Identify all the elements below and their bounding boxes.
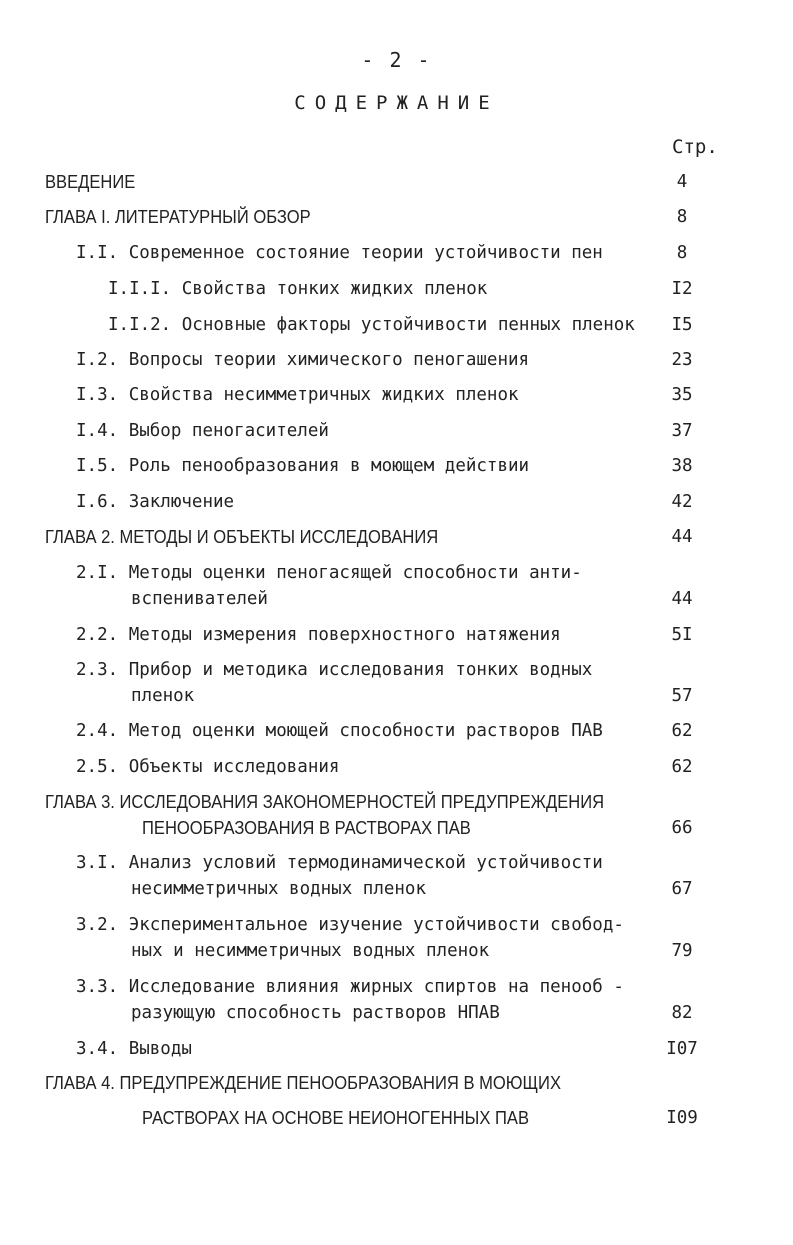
- toc-entry-page: 37: [671, 421, 693, 441]
- toc-entry-page: 38: [671, 456, 693, 476]
- toc-entry-page: 62: [671, 757, 693, 777]
- toc-entry-text: Исследование влияния жирных спиртов на пенооб -: [128, 977, 624, 997]
- page-number: - 2 -: [361, 48, 432, 72]
- toc-entry-text-continued: вспенивателей: [131, 589, 268, 609]
- toc-entry-page: I07: [666, 1039, 698, 1059]
- toc-entry-text: Выводы: [128, 1039, 192, 1059]
- toc-entry-page: 8: [676, 207, 688, 227]
- toc-entry-number: 2.I.: [76, 563, 119, 583]
- toc-entry-page: 5I: [671, 625, 693, 645]
- toc-entry-number: 3.4.: [76, 1039, 119, 1059]
- toc-entry-text: Свойства несимметричных жидких пленок: [128, 385, 519, 405]
- page-column-header: Стр.: [672, 136, 718, 158]
- toc-entry-number: I.5.: [76, 456, 119, 476]
- toc-entry-number: I.6.: [76, 492, 119, 512]
- toc-entry-number: I.I.: [76, 243, 119, 263]
- toc-entry-text: Методы оценки пеногасящей способности анти-: [128, 563, 582, 583]
- toc-entry-page: 57: [671, 686, 693, 706]
- toc-entry-page: 23: [671, 350, 693, 370]
- toc-entry-page: 66: [671, 818, 693, 838]
- toc-entry-text: Экспериментальное изучение устойчивости свобод-: [128, 915, 624, 935]
- toc-entry-text: Метод оценки моющей способности растворов ПАВ: [128, 721, 603, 741]
- toc-entry-number: I.4.: [76, 421, 119, 441]
- toc-entry-text: ГЛАВА I. ЛИТЕРАТУРНЫЙ ОБЗОР: [45, 207, 311, 227]
- toc-entry-text: Основные факторы устойчивости пенных пленок: [181, 315, 635, 335]
- toc-entry-page: 42: [671, 492, 693, 512]
- toc-entry-text: Анализ условий термодинамической устойчивости: [128, 853, 603, 873]
- toc-entry-text-continued: несимметричных водных пленок: [131, 879, 427, 899]
- toc-entry-page: 4: [676, 172, 688, 192]
- toc-entry-text: ГЛАВА 2. МЕТОДЫ И ОБЪЕКТЫ ИССЛЕДОВАНИЯ: [45, 527, 439, 547]
- page-title: СОДЕРЖАНИЕ: [294, 92, 499, 114]
- toc-entry-number: 2.3.: [76, 660, 119, 680]
- toc-entry-page: I09: [666, 1108, 698, 1128]
- toc-entry-number: 2.4.: [76, 721, 119, 741]
- toc-entry-text: Выбор пеногасителей: [128, 421, 329, 441]
- toc-entry-number: I.2.: [76, 350, 119, 370]
- toc-entry-page: 35: [671, 385, 693, 405]
- toc-entry-text-continued: пленок: [131, 686, 195, 706]
- toc-entry-text-continued: разующую способность растворов НПАВ: [131, 1003, 500, 1023]
- toc-entry-number: I.I.2.: [108, 315, 172, 335]
- toc-entry-page: 44: [671, 527, 693, 547]
- toc-entry-page: I2: [671, 279, 693, 299]
- toc-entry-text: Роль пенообразования в моющем действии: [128, 456, 530, 476]
- toc-entry-text-continued: ных и несимметричных водных пленок: [131, 941, 490, 961]
- toc-entry-text: Современное состояние теории устойчивости пен: [128, 243, 603, 263]
- toc-entry-text: ГЛАВА 4. ПРЕДУПРЕЖДЕНИЕ ПЕНООБРАЗОВАНИЯ В МОЮЩИХ: [45, 1073, 561, 1093]
- toc-entry-number: 3.3.: [76, 977, 119, 997]
- toc-entry-number: I.3.: [76, 385, 119, 405]
- toc-entry-text: Свойства тонких жидких пленок: [181, 279, 488, 299]
- toc-entry-text: Объекты исследования: [128, 757, 340, 777]
- toc-entry-number: 2.2.: [76, 625, 119, 645]
- toc-entry-number: I.I.I.: [108, 279, 172, 299]
- toc-entry-text: Заключение: [128, 492, 235, 512]
- toc-entry-text-continued: ПЕНООБРАЗОВАНИЯ В РАСТВОРАХ ПАВ: [142, 818, 471, 838]
- toc-entry-page: 67: [671, 879, 693, 899]
- toc-entry-page: 79: [671, 941, 693, 961]
- toc-entry-text: ГЛАВА 3. ИССЛЕДОВАНИЯ ЗАКОНОМЕРНОСТЕЙ ПРЕДУПРЕЖДЕНИЯ: [45, 792, 605, 812]
- toc-entry-page: 82: [671, 1003, 693, 1023]
- toc-entry-page: 8: [676, 243, 688, 263]
- toc-entry-text: Прибор и методика исследования тонких водных: [128, 660, 593, 680]
- toc-entry-page: I5: [671, 315, 693, 335]
- toc-entry-number: 2.5.: [76, 757, 119, 777]
- toc-entry-text: Методы измерения поверхностного натяжения: [128, 625, 561, 645]
- toc-entry-text: ВВЕДЕНИЕ: [45, 172, 136, 192]
- toc-entry-number: 3.2.: [76, 915, 119, 935]
- toc-entry-text: Вопросы теории химического пеногашения: [128, 350, 530, 370]
- toc-entry-number: 3.I.: [76, 853, 119, 873]
- toc-entry-page: 44: [671, 589, 693, 609]
- toc-entry-page: 62: [671, 721, 693, 741]
- toc-entry-text-continued: РАСТВОРАХ НА ОСНОВЕ НЕИОНОГЕННЫХ ПАВ: [142, 1108, 529, 1128]
